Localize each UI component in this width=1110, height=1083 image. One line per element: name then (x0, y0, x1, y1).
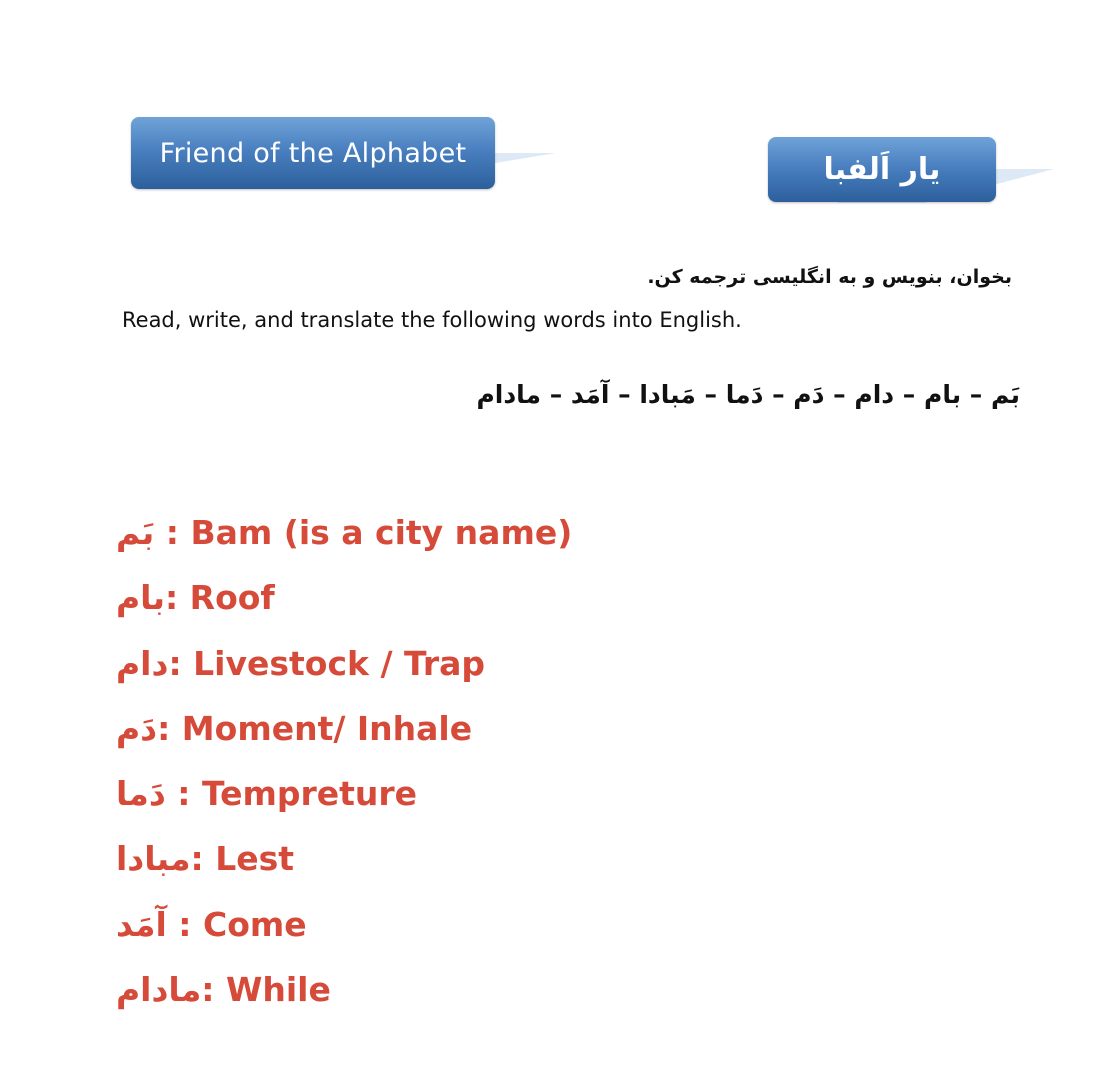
translation-item-while: مادام: While (116, 970, 331, 1010)
translation-item-temperature: دَما : Tempreture (116, 774, 418, 814)
translation-item-moment: دَم: Moment/ Inhale (116, 708, 473, 748)
persian-title-banner (768, 137, 1058, 207)
english-title-text: Friend of the Alphabet (159, 137, 467, 169)
translation-item-lest: مبادا: Lest (116, 839, 295, 879)
persian-banner-box (768, 137, 996, 202)
translation-item-livestock: دام: Livestock / Trap (116, 643, 486, 683)
english-banner-box (131, 117, 495, 189)
instruction-persian: بخوان، بنویس و به انگلیسی ترجمه کن. (647, 266, 1012, 288)
translation-item-roof: بام: Roof (116, 578, 275, 618)
persian-word-list: بَم – بام – دام – دَم – دَما – مَبادا – آمَد – مادام (476, 380, 1020, 409)
persian-title-text: یار اَلفبا (823, 152, 941, 187)
translation-list (116, 500, 572, 1022)
english-title-banner (131, 117, 561, 192)
translation-item-bam-city: بَم : Bam (is a city name) (116, 513, 573, 552)
instruction-english: Read, write, and translate the following words into English. (122, 308, 742, 332)
translation-item-come: آمَد : Come (116, 904, 307, 944)
